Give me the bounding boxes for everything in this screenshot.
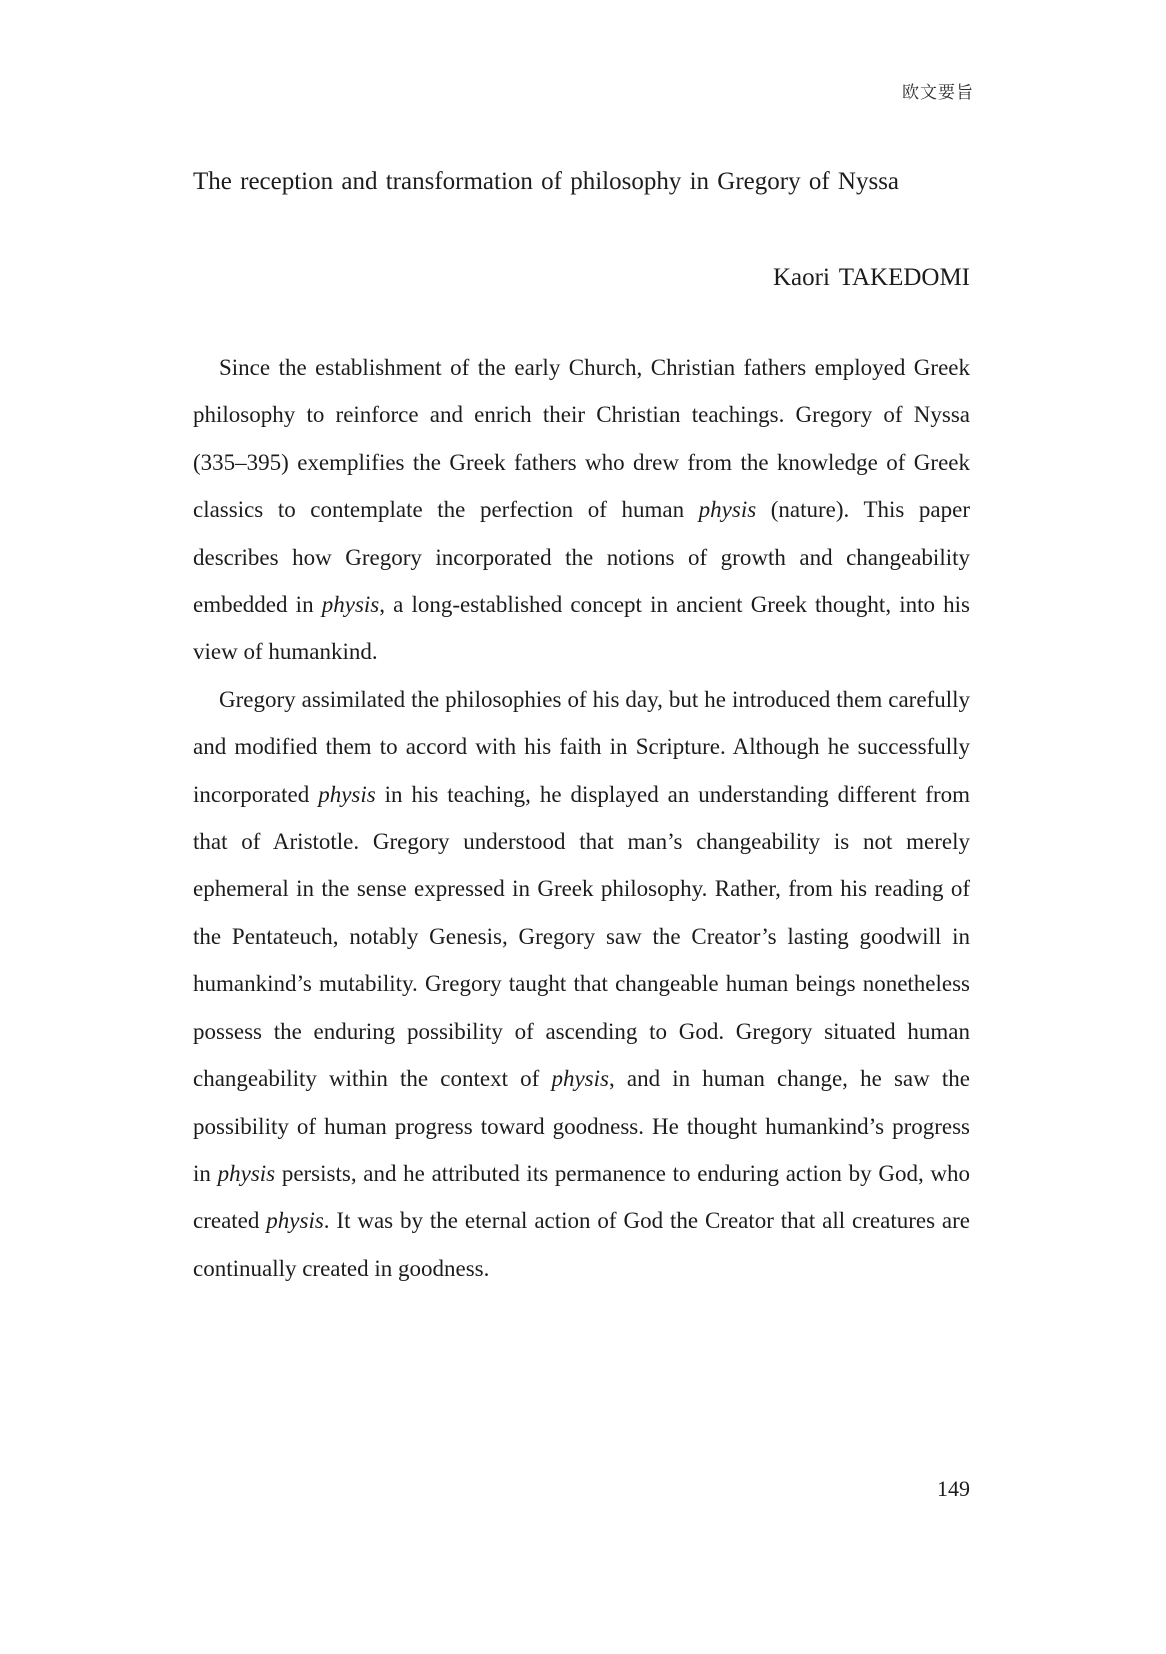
italic-term: physis bbox=[318, 781, 376, 807]
text-run: , and in human change, he saw the possibility of human progress toward goodness. He thought humankind’s progress in bbox=[193, 1066, 970, 1186]
paragraph bbox=[193, 676, 970, 1292]
text-run: . It was by the eternal action of God the Creator that all creatures are continually created in goodness. bbox=[193, 1208, 971, 1281]
text-run: (nature). This paper describes how Gregory incorporated the notions of growth and changeability embedded in bbox=[193, 497, 970, 618]
author-name: Kaori TAKEDOMI bbox=[772, 264, 970, 291]
italic-term: physis bbox=[698, 497, 757, 523]
text-run: Since the establishment of the early Church, Christian fathers employed Greek philosophy to reinforce and enrich their Christian teachings. Gregory of Nyssa (335–395) exemplifies the Greek fathers who drew from the knowledge of Greek classics to contemplate the perfection of human bbox=[193, 355, 970, 523]
text-run: in his teaching, he displayed an understanding different from that of Aristotle. Gregory understood that man’s changeability is not merely ephemeral in the sense expressed in Greek philosophy. Rather, from his reading of the Pentateuch, notably Genesis, Gregory saw the Creator’s lasting goodwill in humankind’s mutability. Gregory taught that changeable human beings nonetheless possess the enduring possibility of ascending to God. Gregory situated human changeability within the context of bbox=[193, 781, 970, 1092]
italic-term: physis bbox=[217, 1160, 276, 1186]
header-label: 欧文要旨 bbox=[902, 83, 974, 102]
paragraph bbox=[193, 344, 970, 676]
page-number: 149 bbox=[937, 1476, 970, 1501]
text-run: Gregory assimilated the philosophies of his day, but he introduced them carefully and modified them to accord with his faith in Scripture. Although he successfully incorporated bbox=[193, 686, 970, 807]
abstract-body bbox=[193, 344, 970, 1292]
italic-term: physis bbox=[551, 1066, 609, 1092]
page-header bbox=[193, 78, 974, 103]
italic-term: physis bbox=[266, 1208, 324, 1234]
italic-term: physis bbox=[321, 592, 380, 618]
text-run: , a long-established concept in ancient Greek thought, into his view of humankind. bbox=[193, 592, 971, 665]
page-title: The reception and transformation of philosophy in Gregory of Nyssa bbox=[193, 168, 900, 195]
text-run: persists, and he attributed its permanence to enduring action by God, who created bbox=[193, 1160, 971, 1234]
